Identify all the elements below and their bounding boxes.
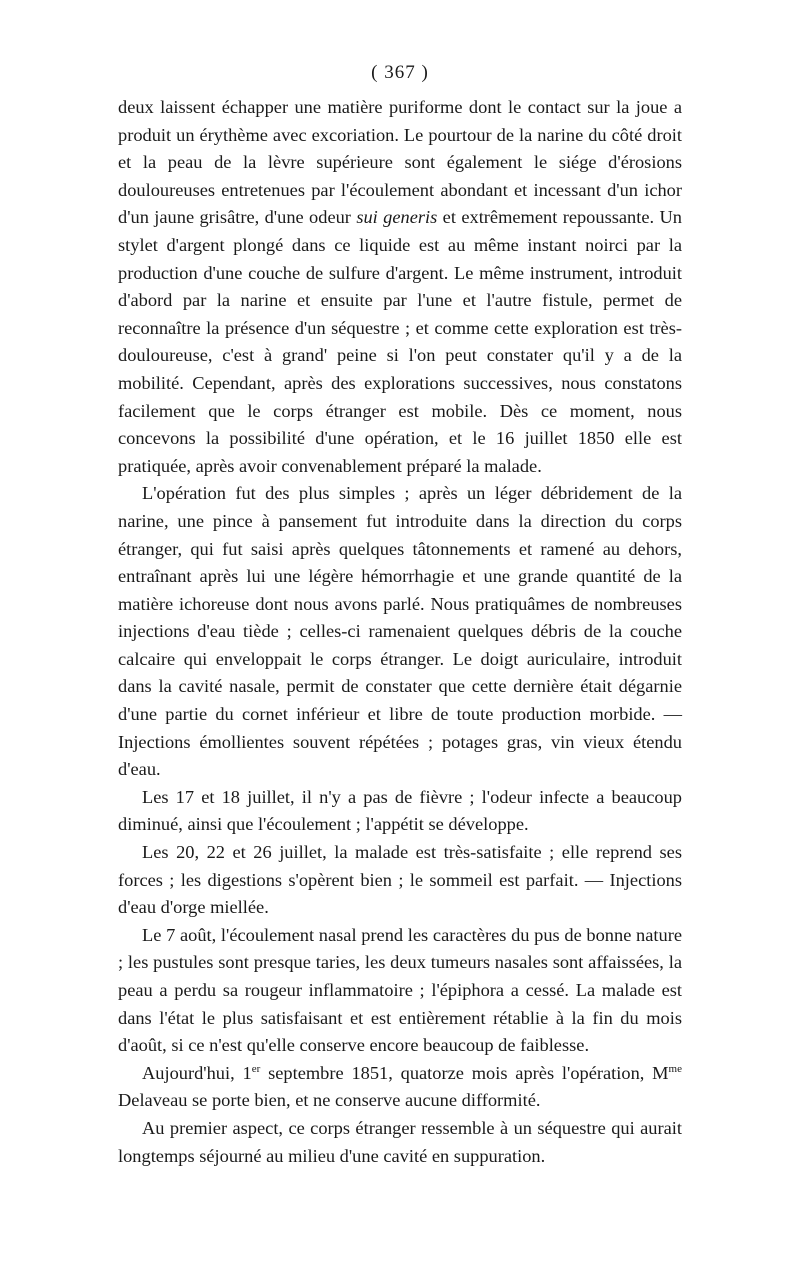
book-page [118, 58, 682, 1170]
paragraph-1 [118, 94, 682, 480]
page-number: ( 367 ) [371, 62, 429, 83]
paragraph-4: Les 20, 22 et 26 juillet, la malade est très-satisfaite ; elle reprend ses forces ; les digestions s'opèrent bien ; le sommeil est parfait. — Injections d'eau d'orge miellée. [118, 842, 682, 918]
paragraph-3: Les 17 et 18 juillet, il n'y a pas de fièvre ; l'odeur infecte a beaucoup diminué, ainsi que l'écoulement ; l'appétit se développe. [118, 786, 682, 835]
paragraph-6-superscript-2: me [668, 1062, 682, 1075]
paragraph-1-end: et extrêmement repoussante. Un stylet d'argent plongé dans ce liquide est au même instant noirci par la production d'une couche de sulfure d'argent. Le même instrument, introduit d'abord par la narine et ensuite par l'une et l'autre fistule, permet de reconnaître la présence d'un séquestre ; et comme cette exploration est très-douloureuse, c'est à grand' peine si l'on peut constater qu'il y a de la mobilité. Cependant, après des explorations successives, nous constatons facilement que le corps étranger est mobile. Dès ce moment, nous concevons la possibilité d'une opération, et le 16 juillet 1850 elle est pratiquée, après avoir convenablement préparé la malade. [118, 207, 682, 476]
paragraph-6-part-3: Delaveau se porte bien, et ne conserve aucune difformité. [118, 1090, 541, 1111]
paragraph-6-part-2: septembre 1851, quatorze mois après l'opération, M [260, 1062, 669, 1083]
paragraph-5: Le 7 août, l'écoulement nasal prend les caractères du pus de bonne nature ; les pustules sont presque taries, les deux tumeurs nasales sont affaissées, la peau a perdu sa rougeur inflammatoire ; l'épiphora a cessé. La malade est dans l'état le plus satisfaisant et est entièrement rétablie à la fin du mois d'août, si ce n'est qu'elle conserve encore beaucoup de faiblesse. [118, 924, 682, 1056]
paragraph-1-italic: sui generis [356, 207, 438, 228]
body-text [118, 94, 682, 1170]
paragraph-6-part-1: Aujourd'hui, 1 [142, 1062, 252, 1083]
paragraph-2: L'opération fut des plus simples ; après un léger débridement de la narine, une pince à pansement fut introduite dans la direction du corps étranger, qui fut saisi après quelques tâtonnements et ramené au dehors, entraînant après lui une légère hémorrhagie et une grande quantité de la matière ichoreuse dont nous avons parlé. Nous pratiquâmes de nombreuses injections d'eau tiède ; celles-ci ramenaient quelques débris de la couche calcaire qui enveloppait le corps étranger. Le doigt auriculaire, introduit dans la cavité nasale, permit de constater que cette dernière était dégarnie d'une partie du cornet inférieur et libre de toute production morbide. — Injections émollientes souvent répétées ; potages gras, vin vieux étendu d'eau. [118, 483, 682, 780]
paragraph-7: Au premier aspect, ce corps étranger ressemble à un séquestre qui aurait longtemps séjourné au milieu d'une cavité en suppuration. [118, 1117, 682, 1166]
paragraph-6 [118, 1060, 682, 1115]
paragraph-1-start: deux laissent échapper une matière puriforme dont le contact sur la joue a produit un érythème avec excoriation. Le pourtour de la narine du côté droit et la peau de la lèvre supérieure sont également le siége d'érosions douloureuses entretenues par l'écoulement abondant et incessant d'un ichor d'un jaune grisâtre, d'une odeur [118, 97, 682, 228]
paragraph-6-superscript-1: er [251, 1062, 261, 1075]
